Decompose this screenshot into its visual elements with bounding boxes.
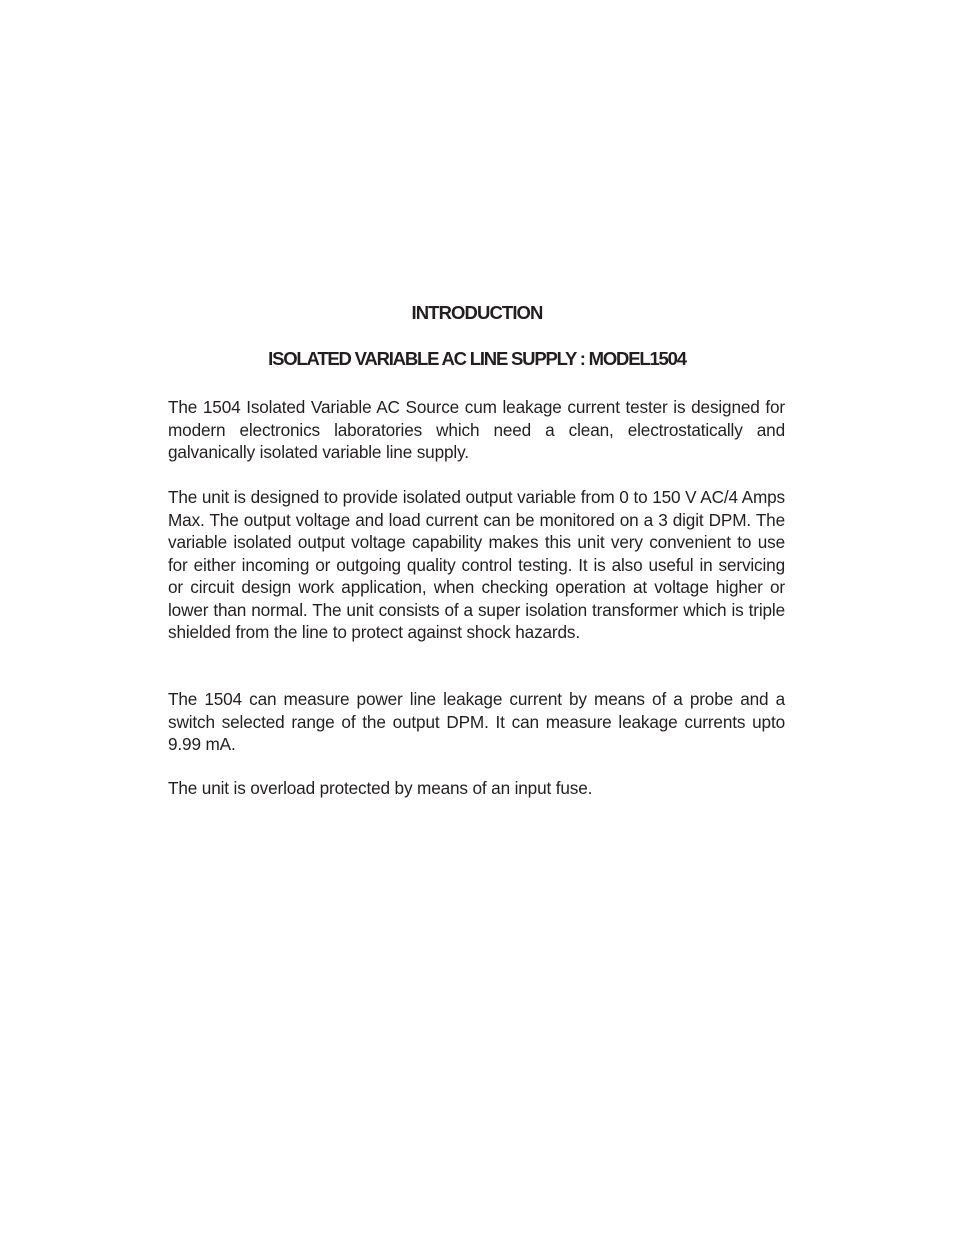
paragraph-output-description: The unit is designed to provide isolated output variable from 0 to 150 V AC/4 Amps Max. The output voltage and load current can be monitored on a 3 digit DPM. The variable isolated output voltage capability makes this unit very convenient to use for either incoming or outgoing quality control testing. It is also useful in servicing or circuit design work application, when checking operation at voltage higher or lower than normal. The unit consists of a super isolation transformer which is triple shielded from the line to protect against shock hazards. <box>168 487 785 642</box>
section-title: ISOLATED VARIABLE AC LINE SUPPLY : MODEL1504 <box>268 348 686 369</box>
page-heading: INTRODUCTION <box>411 302 543 323</box>
paragraph-intro: The 1504 Isolated Variable AC Source cum leakage current tester is designed for modern electronics laboratories which need a clean, electrostatically and galvanically isolated variable line supply. <box>168 397 785 462</box>
paragraph-overload-protection: The unit is overload protected by means of an input fuse. <box>168 778 593 798</box>
paragraph-leakage-measurement: The 1504 can measure power line leakage current by means of a probe and a switch selected range of the output DPM. It can measure leakage currents upto 9.99 mA. <box>168 689 785 754</box>
